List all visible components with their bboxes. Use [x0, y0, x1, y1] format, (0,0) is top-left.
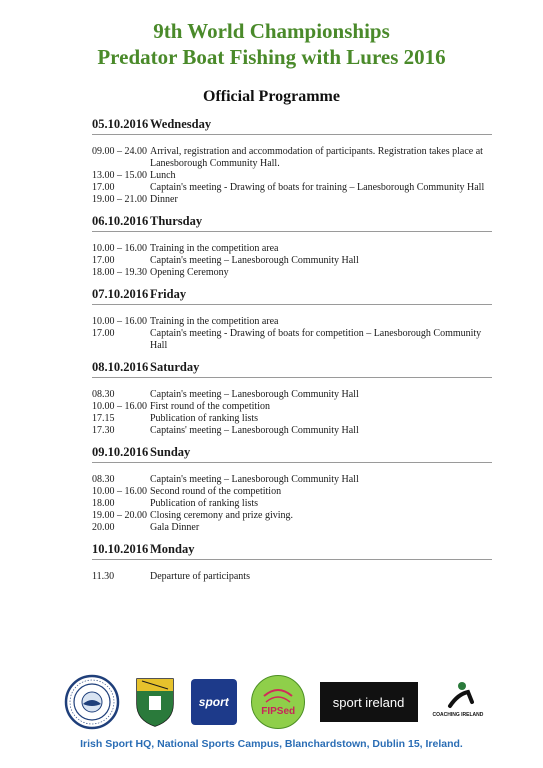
event-activity: Closing ceremony and prize giving.: [150, 510, 294, 521]
event-activity: Second round of the competition: [150, 486, 282, 497]
event-row: [92, 413, 492, 425]
event-time: 17.15: [92, 413, 115, 424]
event-activity: Captain's meeting – Lanesborough Community Hall: [150, 389, 359, 400]
day-block-saturday: [92, 360, 492, 437]
event-activity: Captains' meeting – Lanesborough Community Hall: [150, 425, 359, 436]
event-time: 08.30: [92, 474, 115, 485]
event-row: [92, 146, 492, 170]
event-activity: First round of the competition: [150, 401, 270, 412]
event-time: 13.00 – 15.00: [92, 170, 147, 181]
day-block-wednesday: [92, 117, 492, 206]
programme-subtitle: Official Programme: [203, 88, 340, 105]
event-row: [92, 182, 492, 194]
fipsed-logo: [251, 675, 305, 729]
footer-address: Irish Sport HQ, National Sports Campus, Blanchardstown, Dublin 15, Ireland.: [80, 738, 463, 750]
title-line-2: Predator Boat Fishing with Lures 2016: [97, 45, 446, 69]
event-row: [92, 486, 492, 498]
event-row: [92, 401, 492, 413]
event-time: 10.00 – 16.00: [92, 401, 147, 412]
day-header: [92, 117, 492, 135]
event-activity: Lunch: [150, 170, 176, 181]
day-block-monday: [92, 542, 492, 583]
event-time: 18.00 – 19.30: [92, 267, 147, 278]
event-activity: Arrival, registration and accommodation of participants. Registration takes place at Lanesborough Community Hall.: [150, 146, 483, 169]
confederation-seal-icon: [64, 674, 120, 730]
coaching-figure-icon: [432, 680, 484, 710]
event-activity: Captain's meeting – Lanesborough Community Hall: [150, 474, 359, 485]
event-row: [92, 498, 492, 510]
day-name: Thursday: [150, 214, 203, 228]
event-time: 10.00 – 16.00: [92, 243, 147, 254]
event-row: [92, 267, 492, 279]
event-time: 17.30: [92, 425, 115, 436]
event-time: 18.00: [92, 498, 115, 509]
event-time: 08.30: [92, 389, 115, 400]
programme-schedule: [92, 117, 492, 591]
event-time: 17.00: [92, 182, 115, 193]
event-activity: Captain's meeting - Drawing of boats for competition – Lanesborough Community Hall: [150, 328, 482, 351]
event-activity: Gala Dinner: [150, 522, 200, 533]
event-row: [92, 255, 492, 267]
event-row: [92, 474, 492, 486]
event-time: 17.00: [92, 255, 115, 266]
event-time: 19.00 – 21.00: [92, 194, 147, 205]
fish-hook-icon: [252, 676, 304, 728]
event-row: [92, 243, 492, 255]
crest-icon: [134, 676, 176, 728]
event-row: [92, 328, 492, 352]
day-name: Sunday: [150, 445, 191, 459]
day-date: 08.10.2016: [92, 360, 149, 374]
sport-ireland-logo: [320, 682, 418, 722]
event-activity: Training in the competition area: [150, 243, 279, 254]
sponsor-logos: [64, 672, 484, 732]
day-name: Monday: [150, 542, 195, 556]
sport-badge-logo: [191, 679, 237, 725]
event-time: 09.00 – 24.00: [92, 146, 147, 157]
sport-badge-text: sport: [198, 695, 229, 709]
event-row: [92, 389, 492, 401]
event-activity: Departure of participants: [150, 571, 250, 582]
event-activity: Dinner: [150, 194, 178, 205]
day-name: Saturday: [150, 360, 200, 374]
event-row: [92, 522, 492, 534]
event-activity: Captain's meeting – Lanesborough Community Hall: [150, 255, 359, 266]
event-row: [92, 194, 492, 206]
day-date: 09.10.2016: [92, 445, 149, 459]
event-row: [92, 571, 492, 583]
day-date: 06.10.2016: [92, 214, 149, 228]
day-header: [92, 214, 492, 232]
day-header: [92, 360, 492, 378]
sport-ireland-text: sport ireland: [332, 694, 405, 710]
day-block-thursday: [92, 214, 492, 279]
day-block-sunday: [92, 445, 492, 534]
event-time: 10.00 – 16.00: [92, 486, 147, 497]
event-activity: Publication of ranking lists: [150, 413, 259, 424]
event-row: [92, 425, 492, 437]
fipsed-text: FIPSed: [261, 706, 296, 717]
day-header: [92, 542, 492, 560]
title-line-1: 9th World Championships: [153, 19, 390, 43]
event-activity: Publication of ranking lists: [150, 498, 259, 509]
coaching-ireland-text: COACHING IRELAND: [432, 712, 484, 718]
event-activity: Opening Ceremony: [150, 267, 229, 278]
event-time: 20.00: [92, 522, 115, 533]
event-time: 10.00 – 16.00: [92, 316, 147, 327]
coaching-ireland-logo: [432, 680, 484, 724]
day-name: Wednesday: [150, 117, 212, 131]
event-time: 17.00: [92, 328, 115, 339]
event-time: 11.30: [92, 571, 115, 582]
day-block-friday: [92, 287, 492, 352]
event-time: 19.00 – 20.00: [92, 510, 147, 521]
day-header: [92, 445, 492, 463]
day-name: Friday: [150, 287, 187, 301]
day-date: 05.10.2016: [92, 117, 149, 131]
event-activity: Training in the competition area: [150, 316, 279, 327]
event-activity: Captain's meeting - Drawing of boats for training – Lanesborough Community Hall: [150, 182, 485, 193]
event-row: [92, 316, 492, 328]
day-header: [92, 287, 492, 305]
event-row: [92, 510, 492, 522]
day-date: 07.10.2016: [92, 287, 149, 301]
day-date: 10.10.2016: [92, 542, 149, 556]
event-row: [92, 170, 492, 182]
